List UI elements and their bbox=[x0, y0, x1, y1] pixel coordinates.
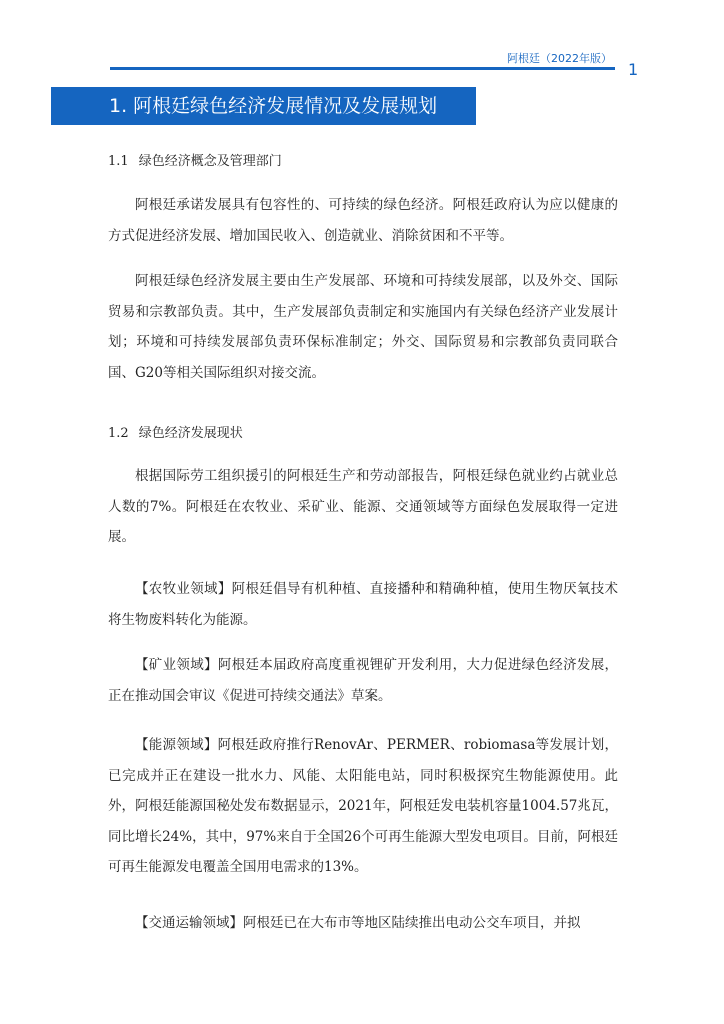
paragraph: 【交通运输领域】阿根廷已在大布市等地区陆续推出电动公交车项目，并拟 bbox=[135, 915, 581, 931]
page-number: 1 bbox=[628, 60, 639, 79]
section-heading-1-1 bbox=[108, 150, 282, 169]
paragraph: 根据国际劳工组织援引的阿根廷生产和劳动部报告，阿根廷绿色就业约占就业总人数的7%。阿根廷在农牧业、采矿业、能源、交通领域等方面绿色发展取得一定进展。 bbox=[108, 468, 618, 545]
section-title: 绿色经济发展现状 bbox=[138, 426, 243, 441]
chapter-title: 1. 阿根廷绿色经济发展情况及发展规划 bbox=[51, 87, 476, 125]
section-title: 绿色经济概念及管理部门 bbox=[138, 154, 282, 169]
section-number: 1.1 bbox=[108, 154, 129, 169]
paragraph: 【农牧业领域】阿根廷倡导有机种植、直接播种和精确种植，使用生物厌氧技术将生物废料转化为能源。 bbox=[108, 581, 618, 628]
header-divider bbox=[110, 67, 615, 70]
paragraph: 【能源领域】阿根廷政府推行RenovAr、PERMER、robiomasa等发展计划，已完成并正在建设一批水力、风能、太阳能电站，同时积极探究生物能源使用。此外，阿根廷能源国秘处发布数据显示，2021年，阿根廷发电装机容量1004.57兆瓦，同比增长24%，其中，97%来自于全国26个可再生能源大型发电项目。目前，阿根廷可再生能源发电覆盖全国用电需求的13%。 bbox=[108, 737, 618, 875]
paragraph: 【矿业领域】阿根廷本届政府高度重视锂矿开发利用，大力促进绿色经济发展，正在推动国会审议《促进可持续交通法》草案。 bbox=[108, 657, 618, 704]
section-number: 1.2 bbox=[108, 426, 129, 441]
paragraph: 阿根廷绿色经济发展主要由生产发展部、环境和可持续发展部，以及外交、国际贸易和宗教部负责。其中，生产发展部负责制定和实施国内有关绿色经济产业发展计划；环境和可持续发展部负责环保标准制定；外交、国际贸易和宗教部负责同联合国、G20等相关国际组织对接交流。 bbox=[108, 273, 618, 381]
section-heading-1-2 bbox=[108, 422, 243, 441]
document-title: 阿根廷（2022年版） bbox=[507, 52, 612, 65]
paragraph: 阿根廷承诺发展具有包容性的、可持续的绿色经济。阿根廷政府认为应以健康的方式促进经济发展、增加国民收入、创造就业、消除贫困和不平等。 bbox=[108, 197, 618, 244]
